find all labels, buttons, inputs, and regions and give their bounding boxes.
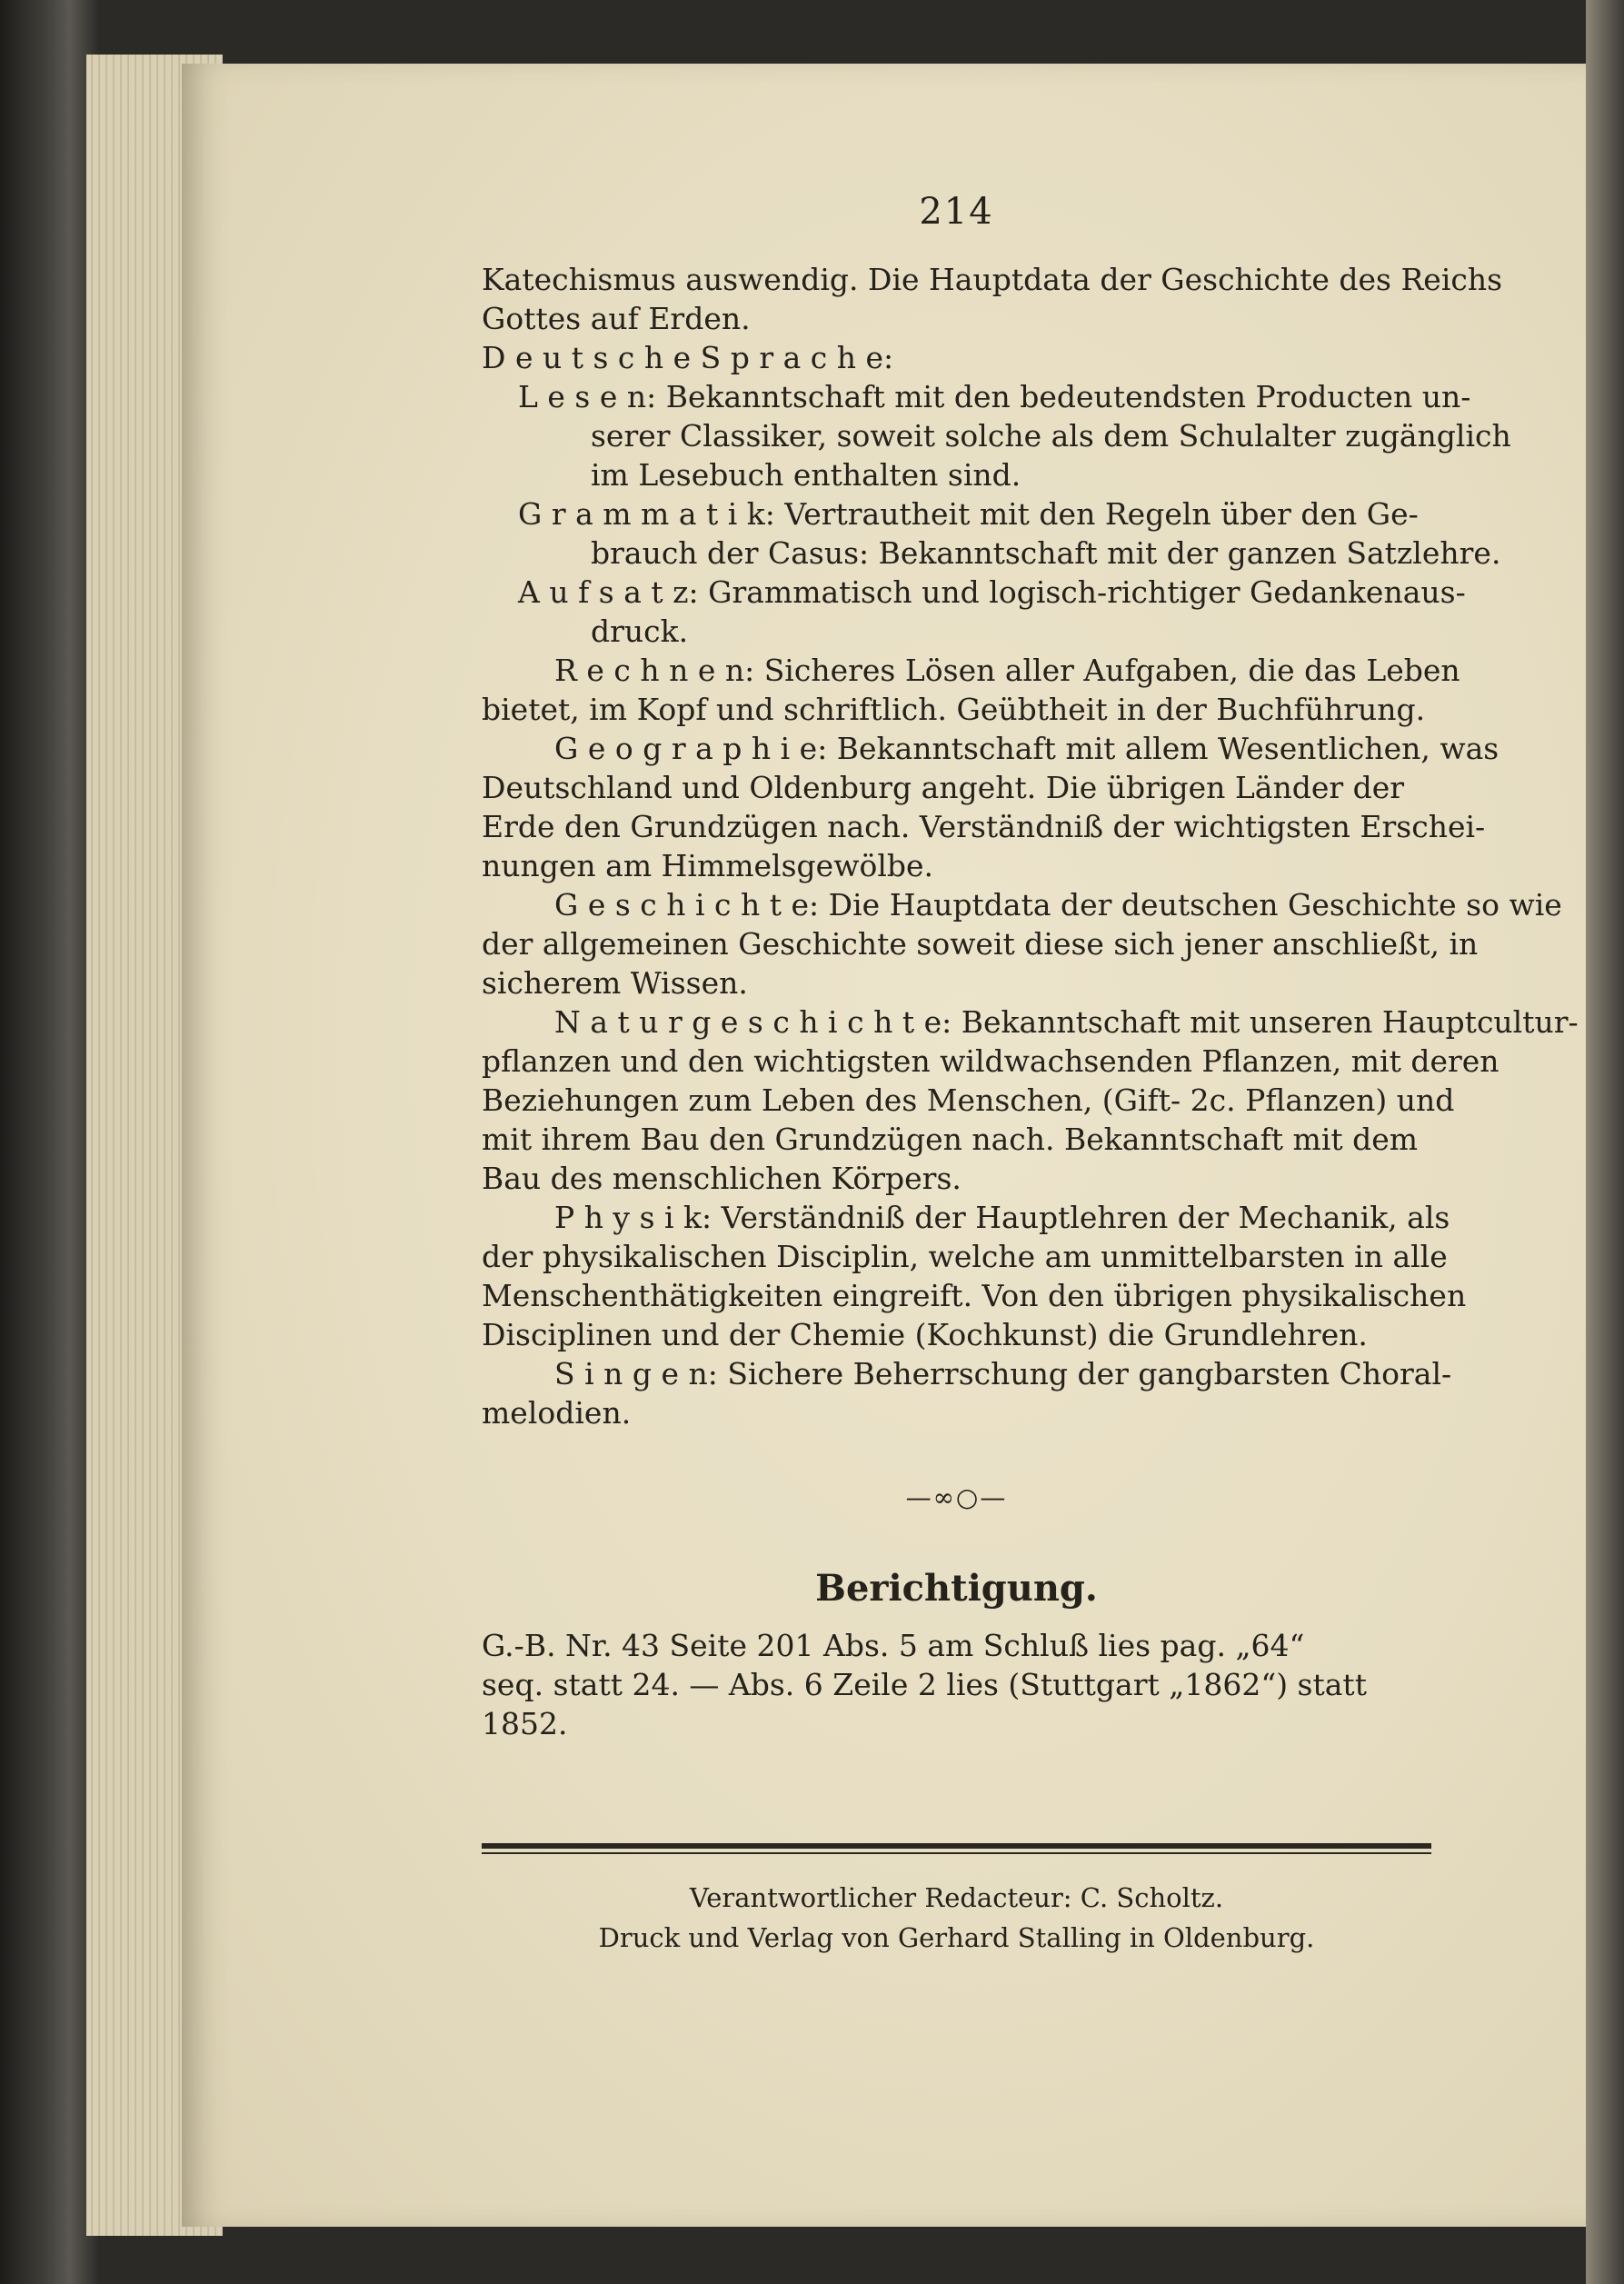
facing-page-edge <box>1586 0 1624 2284</box>
paragraph <box>482 651 1460 690</box>
paragraph <box>482 1002 1579 1042</box>
correction-line: seq. statt 24. — Abs. 6 Zeile 2 lies (Stuttgart „1862“) statt <box>482 1667 1367 1702</box>
text-line: R e c h n e n: Sicheres Lösen aller Aufgaben, die das Leben <box>554 653 1460 688</box>
correction-title: Berichtigung. <box>815 1567 1098 1610</box>
paragraph <box>482 260 1503 338</box>
text-line: pflanzen und den wichtigsten wildwachsenden Pflanzen, mit deren <box>482 1043 1499 1079</box>
paragraph <box>482 1354 1452 1393</box>
text-line: A u f s a t z: Grammatisch und logisch-richtiger Gedankenaus- <box>518 574 1466 610</box>
text-line: S i n g e n: Sichere Beherrschung der gangbarsten Choral- <box>554 1356 1452 1391</box>
text-line: Deutschland und Oldenburg angeht. Die übrigen Länder der <box>482 770 1405 805</box>
text-line: N a t u r g e s c h i c h t e: Bekanntschaft mit unseren Hauptcultur- <box>554 1004 1579 1040</box>
paragraph <box>482 573 1466 612</box>
paragraph <box>482 924 1479 1002</box>
text-line: Disciplinen und der Chemie (Kochkunst) die Grundlehren. <box>482 1317 1368 1352</box>
paragraph <box>482 494 1431 534</box>
text-line: D e u t s c h e S p r a c h e: <box>482 340 894 375</box>
paragraph <box>482 377 1471 416</box>
section-ornament: —∞○— <box>905 1482 1008 1512</box>
paragraph <box>482 690 1431 729</box>
text-line: Katechismus auswendig. Die Hauptdata der Geschichte des Reichs <box>482 262 1503 297</box>
text-line: G r a m m a t i k: Vertrautheit mit den Regeln über den Ge- <box>518 496 1419 532</box>
paragraph <box>482 612 1431 651</box>
paragraph <box>482 1042 1499 1198</box>
text-line: Gottes auf Erden. <box>482 301 751 336</box>
text-line: melodien. <box>482 1395 632 1431</box>
correction-line: G.-B. Nr. 43 Seite 201 Abs. 5 am Schluß lies pag. „64“ <box>482 1628 1305 1663</box>
text-line: L e s e n: Bekanntschaft mit den bedeutendsten Producten un- <box>518 379 1471 414</box>
text-line: Bau des menschlichen Körpers. <box>482 1161 961 1196</box>
text-line: im Lesebuch enthalten sind. <box>591 457 1021 493</box>
publisher-line: Druck und Verlag von Gerhard Stalling in Oldenburg. <box>598 1922 1315 1953</box>
footer-rule-thick <box>482 1843 1431 1849</box>
text-line: Erde den Grundzügen nach. Verständniß der wichtigsten Erschei- <box>482 809 1486 844</box>
paragraph <box>482 729 1499 768</box>
paragraph <box>482 338 1431 377</box>
paragraph <box>482 534 1501 573</box>
text-line: P h y s i k: Verständniß der Hauptlehren der Mechanik, als <box>554 1200 1450 1235</box>
text-line: G e s c h i c h t e: Die Hauptdata der deutschen Geschichte so wie <box>554 887 1562 923</box>
text-line: Menschenthätigkeiten eingreift. Von den übrigen physikalischen <box>482 1278 1467 1313</box>
text-line: G e o g r a p h i e: Bekanntschaft mit allem Wesentlichen, was <box>554 731 1499 766</box>
text-line: Beziehungen zum Leben des Menschen, (Gift- 2c. Pflanzen) und <box>482 1082 1455 1118</box>
text-line: bietet, im Kopf und schriftlich. Geübtheit in der Buchführung. <box>482 692 1426 727</box>
correction-line: 1852. <box>482 1706 568 1741</box>
paragraph <box>482 1393 1431 1432</box>
text-line: der allgemeinen Geschichte soweit diese sich jener anschließt, in <box>482 926 1479 962</box>
paragraph <box>482 416 1511 494</box>
footer-rule-thin <box>482 1852 1431 1854</box>
text-line: der physikalischen Disciplin, welche am unmittelbarsten in alle <box>482 1239 1448 1274</box>
text-line: druck. <box>591 613 689 649</box>
text-line: brauch der Casus: Bekanntschaft mit der ganzen Satzlehre. <box>591 535 1501 571</box>
paragraph <box>482 768 1486 885</box>
page-number: 214 <box>919 191 994 233</box>
paragraph <box>482 885 1562 924</box>
text-line: serer Classiker, soweit solche als dem Schulalter zugänglich <box>591 418 1511 454</box>
editor-line: Verantwortlicher Redacteur: C. Scholtz. <box>689 1882 1224 1913</box>
book-spine <box>0 0 100 2284</box>
text-line: sicherem Wissen. <box>482 965 748 1001</box>
page-content <box>482 182 1579 1958</box>
body-text <box>482 260 1579 1432</box>
correction-text <box>482 1626 1431 1743</box>
text-line: nungen am Himmelsgewölbe. <box>482 848 934 883</box>
paragraph <box>482 1198 1450 1237</box>
paragraph <box>482 1237 1467 1354</box>
text-line: mit ihrem Bau den Grundzügen nach. Bekanntschaft mit dem <box>482 1122 1419 1157</box>
